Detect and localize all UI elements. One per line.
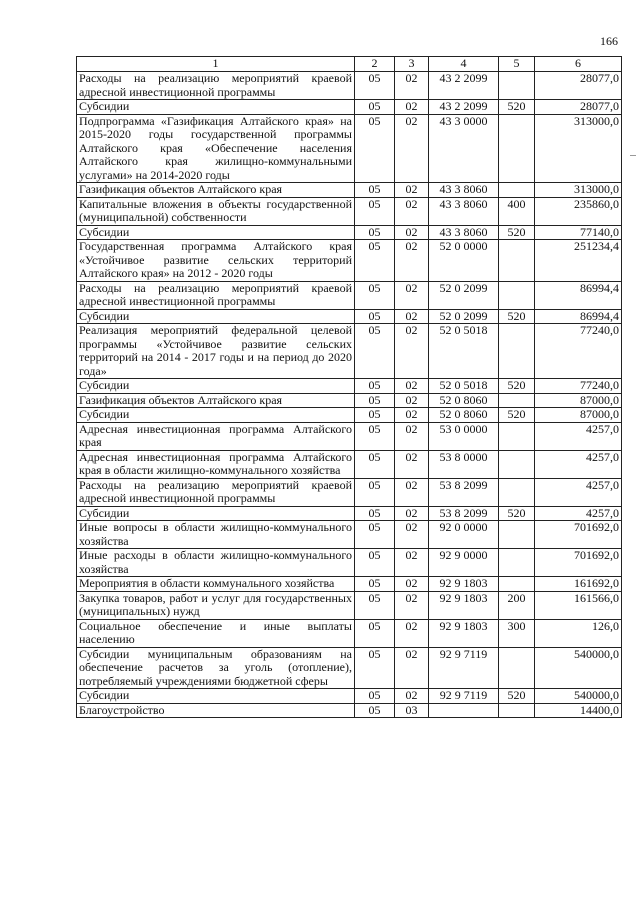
- cell-amount: 4257,0: [535, 506, 622, 521]
- table-body: [77, 72, 622, 718]
- table-row: [77, 100, 622, 115]
- cell-section: 05: [355, 379, 395, 394]
- margin-mark: [630, 155, 636, 156]
- cell-subsection: 02: [395, 225, 429, 240]
- cell-name: Субсидии: [77, 506, 355, 521]
- cell-expense-type: 520: [499, 689, 535, 704]
- cell-section: 05: [355, 577, 395, 592]
- cell-expense-type: [499, 72, 535, 100]
- table-row: [77, 225, 622, 240]
- table-row: [77, 309, 622, 324]
- cell-expense-type: [499, 240, 535, 282]
- cell-section: 05: [355, 478, 395, 506]
- cell-expense-type: [499, 703, 535, 718]
- cell-name: Государственная программа Алтайского края «Устойчивое развитие сельских территорий Алтайского края» на 2012 - 2020 годы: [77, 240, 355, 282]
- cell-target-code: 43 3 8060: [429, 183, 499, 198]
- cell-section: 05: [355, 324, 395, 379]
- cell-name: Социальное обеспечение и иные выплаты населению: [77, 619, 355, 647]
- cell-section: 05: [355, 225, 395, 240]
- cell-subsection: 02: [395, 100, 429, 115]
- cell-name: Закупка товаров, работ и услуг для государственных (муниципальных) нужд: [77, 591, 355, 619]
- cell-section: 05: [355, 549, 395, 577]
- table-row: [77, 703, 622, 718]
- header-cell-amount: 6: [535, 57, 622, 72]
- cell-name: Расходы на реализацию мероприятий краевой адресной инвестиционной программы: [77, 281, 355, 309]
- table-row: [77, 577, 622, 592]
- cell-subsection: 02: [395, 309, 429, 324]
- header-cell-expense-type: 5: [499, 57, 535, 72]
- cell-name: Субсидии муниципальным образованиям на обеспечение расчетов за уголь (отопление), потребляемый учреждениями бюджетной сферы: [77, 647, 355, 689]
- cell-target-code: 53 0 0000: [429, 422, 499, 450]
- cell-amount: 251234,4: [535, 240, 622, 282]
- cell-amount: 161692,0: [535, 577, 622, 592]
- cell-target-code: 92 9 7119: [429, 689, 499, 704]
- cell-section: 05: [355, 408, 395, 423]
- cell-expense-type: 300: [499, 619, 535, 647]
- cell-expense-type: [499, 114, 535, 183]
- cell-target-code: 43 3 8060: [429, 225, 499, 240]
- cell-amount: 313000,0: [535, 183, 622, 198]
- cell-subsection: 02: [395, 689, 429, 704]
- cell-subsection: 02: [395, 72, 429, 100]
- cell-section: 05: [355, 591, 395, 619]
- cell-amount: 87000,0: [535, 408, 622, 423]
- cell-name: Адресная инвестиционная программа Алтайского края: [77, 422, 355, 450]
- cell-expense-type: [499, 450, 535, 478]
- cell-target-code: 43 2 2099: [429, 100, 499, 115]
- cell-expense-type: [499, 422, 535, 450]
- table-row: [77, 393, 622, 408]
- cell-subsection: 02: [395, 450, 429, 478]
- cell-expense-type: [499, 577, 535, 592]
- cell-expense-type: [499, 183, 535, 198]
- cell-expense-type: 520: [499, 408, 535, 423]
- table-row: [77, 549, 622, 577]
- cell-section: 05: [355, 619, 395, 647]
- cell-name: Расходы на реализацию мероприятий краевой адресной инвестиционной программы: [77, 478, 355, 506]
- table-row: [77, 281, 622, 309]
- cell-section: 05: [355, 703, 395, 718]
- cell-amount: 540000,0: [535, 689, 622, 704]
- cell-subsection: 02: [395, 647, 429, 689]
- cell-section: 05: [355, 450, 395, 478]
- cell-subsection: 03: [395, 703, 429, 718]
- cell-amount: 313000,0: [535, 114, 622, 183]
- cell-expense-type: [499, 393, 535, 408]
- cell-section: 05: [355, 72, 395, 100]
- cell-section: 05: [355, 393, 395, 408]
- table-row: [77, 591, 622, 619]
- cell-section: 05: [355, 100, 395, 115]
- cell-target-code: 52 0 2099: [429, 309, 499, 324]
- cell-target-code: 52 0 8060: [429, 393, 499, 408]
- cell-target-code: 43 2 2099: [429, 72, 499, 100]
- cell-subsection: 02: [395, 619, 429, 647]
- cell-subsection: 02: [395, 577, 429, 592]
- cell-amount: 235860,0: [535, 197, 622, 225]
- cell-name: Субсидии: [77, 408, 355, 423]
- cell-target-code: 52 0 5018: [429, 324, 499, 379]
- cell-expense-type: [499, 521, 535, 549]
- cell-expense-type: [499, 647, 535, 689]
- table-row: [77, 183, 622, 198]
- cell-amount: 14400,0: [535, 703, 622, 718]
- cell-section: 05: [355, 422, 395, 450]
- cell-subsection: 02: [395, 324, 429, 379]
- cell-section: 05: [355, 521, 395, 549]
- cell-target-code: 92 9 1803: [429, 591, 499, 619]
- cell-target-code: 53 8 0000: [429, 450, 499, 478]
- cell-target-code: 43 3 0000: [429, 114, 499, 183]
- cell-target-code: [429, 703, 499, 718]
- cell-name: Расходы на реализацию мероприятий краевой адресной инвестиционной программы: [77, 72, 355, 100]
- cell-subsection: 02: [395, 591, 429, 619]
- cell-section: 05: [355, 183, 395, 198]
- cell-subsection: 02: [395, 549, 429, 577]
- cell-subsection: 02: [395, 408, 429, 423]
- cell-name: Субсидии: [77, 689, 355, 704]
- header-cell-target-code: 4: [429, 57, 499, 72]
- cell-target-code: 52 0 5018: [429, 379, 499, 394]
- cell-name: Иные расходы в области жилищно-коммунального хозяйства: [77, 549, 355, 577]
- cell-name: Адресная инвестиционная программа Алтайского края в области жилищно-коммунального хозяйства: [77, 450, 355, 478]
- cell-name: Субсидии: [77, 379, 355, 394]
- cell-expense-type: 520: [499, 100, 535, 115]
- cell-target-code: 92 0 0000: [429, 521, 499, 549]
- cell-name: Субсидии: [77, 100, 355, 115]
- cell-section: 05: [355, 281, 395, 309]
- cell-amount: 77240,0: [535, 379, 622, 394]
- table-row: [77, 422, 622, 450]
- table-row: [77, 197, 622, 225]
- table-row: [77, 521, 622, 549]
- cell-section: 05: [355, 689, 395, 704]
- cell-target-code: 92 9 1803: [429, 619, 499, 647]
- cell-amount: 161566,0: [535, 591, 622, 619]
- table-row: [77, 450, 622, 478]
- cell-subsection: 02: [395, 422, 429, 450]
- cell-amount: 126,0: [535, 619, 622, 647]
- table-row: [77, 240, 622, 282]
- table-row: [77, 506, 622, 521]
- table-row: [77, 689, 622, 704]
- header-cell-subsection: 3: [395, 57, 429, 72]
- cell-subsection: 02: [395, 379, 429, 394]
- cell-section: 05: [355, 309, 395, 324]
- page-number: 166: [600, 34, 618, 48]
- cell-name: Субсидии: [77, 309, 355, 324]
- cell-amount: 86994,4: [535, 281, 622, 309]
- header-cell-name: 1: [77, 57, 355, 72]
- cell-name: Реализация мероприятий федеральной целевой программы «Устойчивое развитие сельских территорий на 2014 - 2017 годы и на период до 2020 года»: [77, 324, 355, 379]
- cell-target-code: 92 9 7119: [429, 647, 499, 689]
- cell-subsection: 02: [395, 281, 429, 309]
- cell-amount: 28077,0: [535, 100, 622, 115]
- cell-expense-type: 520: [499, 379, 535, 394]
- cell-subsection: 02: [395, 521, 429, 549]
- cell-subsection: 02: [395, 478, 429, 506]
- cell-name: Мероприятия в области коммунального хозяйства: [77, 577, 355, 592]
- cell-name: Газификация объектов Алтайского края: [77, 393, 355, 408]
- cell-subsection: 02: [395, 183, 429, 198]
- cell-name: Благоустройство: [77, 703, 355, 718]
- cell-amount: 4257,0: [535, 450, 622, 478]
- header-row: [77, 57, 622, 72]
- table-row: [77, 379, 622, 394]
- cell-name: Капитальные вложения в объекты государственной (муниципальной) собственности: [77, 197, 355, 225]
- table-row: [77, 647, 622, 689]
- cell-target-code: 52 0 8060: [429, 408, 499, 423]
- cell-amount: 701692,0: [535, 549, 622, 577]
- cell-section: 05: [355, 506, 395, 521]
- cell-target-code: 92 9 1803: [429, 577, 499, 592]
- cell-amount: 77140,0: [535, 225, 622, 240]
- cell-expense-type: 200: [499, 591, 535, 619]
- table-row: [77, 72, 622, 100]
- cell-amount: 77240,0: [535, 324, 622, 379]
- cell-target-code: 92 9 0000: [429, 549, 499, 577]
- cell-subsection: 02: [395, 240, 429, 282]
- budget-table: [76, 56, 622, 718]
- cell-name: Иные вопросы в области жилищно-коммунального хозяйства: [77, 521, 355, 549]
- cell-amount: 4257,0: [535, 422, 622, 450]
- cell-expense-type: [499, 281, 535, 309]
- cell-target-code: 43 3 8060: [429, 197, 499, 225]
- cell-subsection: 02: [395, 114, 429, 183]
- cell-section: 05: [355, 647, 395, 689]
- cell-amount: 701692,0: [535, 521, 622, 549]
- cell-amount: 4257,0: [535, 478, 622, 506]
- table-row: [77, 324, 622, 379]
- table-row: [77, 619, 622, 647]
- cell-section: 05: [355, 114, 395, 183]
- cell-expense-type: 400: [499, 197, 535, 225]
- cell-target-code: 52 0 0000: [429, 240, 499, 282]
- cell-target-code: 52 0 2099: [429, 281, 499, 309]
- table-row: [77, 408, 622, 423]
- table-row: [77, 478, 622, 506]
- header-cell-section: 2: [355, 57, 395, 72]
- cell-amount: 540000,0: [535, 647, 622, 689]
- cell-expense-type: 520: [499, 506, 535, 521]
- table-row: [77, 114, 622, 183]
- cell-amount: 86994,4: [535, 309, 622, 324]
- cell-name: Газификация объектов Алтайского края: [77, 183, 355, 198]
- cell-amount: 28077,0: [535, 72, 622, 100]
- cell-expense-type: [499, 324, 535, 379]
- cell-section: 05: [355, 240, 395, 282]
- cell-section: 05: [355, 197, 395, 225]
- cell-subsection: 02: [395, 197, 429, 225]
- cell-expense-type: 520: [499, 225, 535, 240]
- cell-expense-type: [499, 478, 535, 506]
- cell-expense-type: 520: [499, 309, 535, 324]
- cell-subsection: 02: [395, 393, 429, 408]
- cell-expense-type: [499, 549, 535, 577]
- cell-target-code: 53 8 2099: [429, 478, 499, 506]
- cell-target-code: 53 8 2099: [429, 506, 499, 521]
- cell-name: Субсидии: [77, 225, 355, 240]
- cell-subsection: 02: [395, 506, 429, 521]
- cell-amount: 87000,0: [535, 393, 622, 408]
- cell-name: Подпрограмма «Газификация Алтайского края» на 2015-2020 годы государственной программы Алтайского края «Обеспечение населения Алтайского края жилищно-коммунальными услугами» на 2014-2020 годы: [77, 114, 355, 183]
